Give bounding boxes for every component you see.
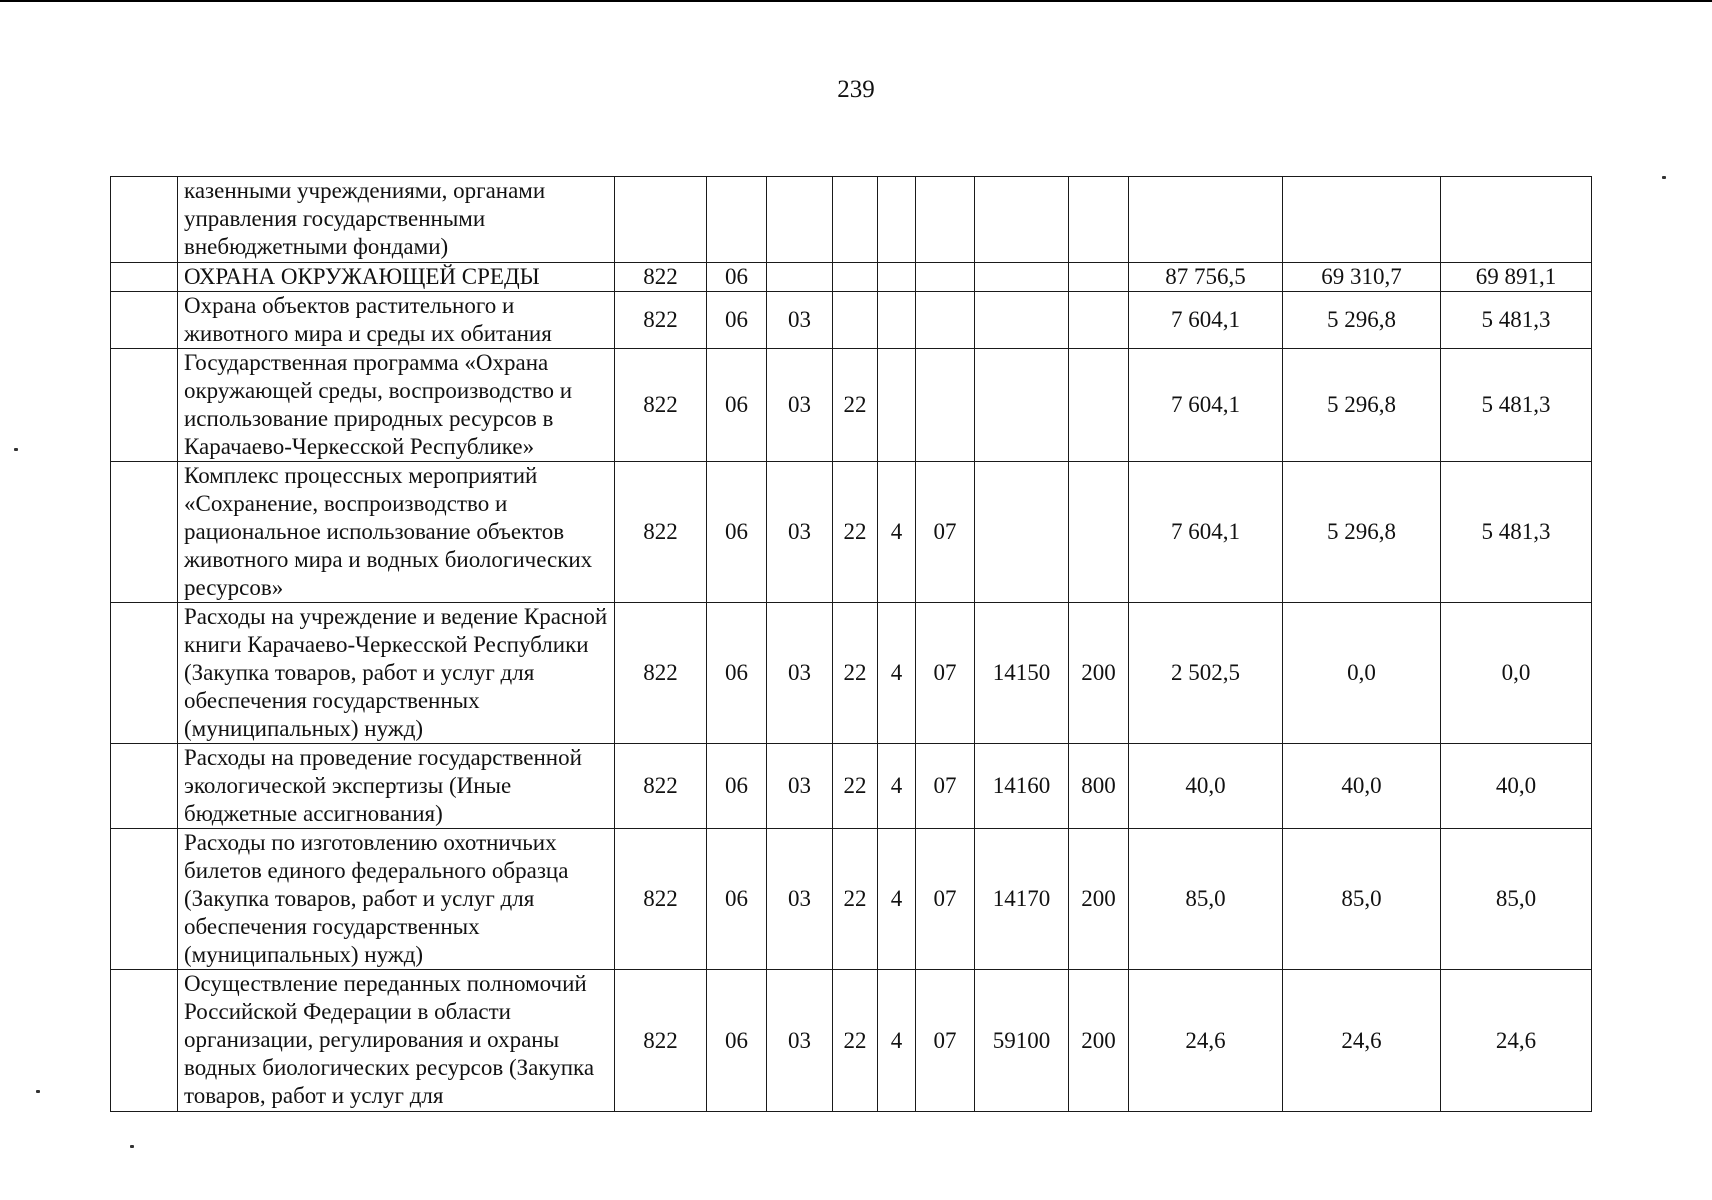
code-cell: 4 — [878, 970, 916, 1112]
row-description: Охрана объектов растительного и животного мира и среды их обитания — [178, 292, 615, 349]
code-cell: 822 — [615, 292, 707, 349]
amount-cell — [1441, 177, 1592, 263]
amount-cell: 24,6 — [1283, 970, 1441, 1112]
code-cell: 22 — [833, 462, 878, 603]
code-cell: 03 — [767, 603, 833, 744]
code-cell: 22 — [833, 603, 878, 744]
code-cell: 06 — [707, 829, 767, 970]
amount-cell: 69 310,7 — [1283, 263, 1441, 292]
code-cell: 14170 — [975, 829, 1069, 970]
code-cell: 07 — [916, 829, 975, 970]
row-number-cell — [111, 462, 178, 603]
code-cell — [833, 177, 878, 263]
code-cell: 822 — [615, 349, 707, 462]
code-cell: 03 — [767, 744, 833, 829]
code-cell: 822 — [615, 462, 707, 603]
code-cell — [767, 263, 833, 292]
row-description: ОХРАНА ОКРУЖАЮЩЕЙ СРЕДЫ — [178, 263, 615, 292]
table-row — [111, 177, 1592, 263]
amount-cell: 85,0 — [1441, 829, 1592, 970]
amount-cell: 40,0 — [1283, 744, 1441, 829]
scan-speck — [1662, 176, 1666, 179]
amount-cell: 40,0 — [1129, 744, 1283, 829]
code-cell: 22 — [833, 349, 878, 462]
page-number: 239 — [837, 76, 875, 103]
code-cell — [1069, 263, 1129, 292]
code-cell: 06 — [707, 603, 767, 744]
code-cell: 03 — [767, 829, 833, 970]
code-cell: 200 — [1069, 970, 1129, 1112]
code-cell: 06 — [707, 292, 767, 349]
code-cell: 4 — [878, 829, 916, 970]
row-number-cell — [111, 970, 178, 1112]
budget-table — [110, 176, 1592, 1112]
code-cell: 800 — [1069, 744, 1129, 829]
code-cell — [975, 263, 1069, 292]
table-row — [111, 349, 1592, 462]
code-cell: 822 — [615, 970, 707, 1112]
amount-cell: 5 481,3 — [1441, 462, 1592, 603]
code-cell: 22 — [833, 829, 878, 970]
row-number-cell — [111, 292, 178, 349]
amount-cell: 24,6 — [1441, 970, 1592, 1112]
amount-cell: 0,0 — [1441, 603, 1592, 744]
amount-cell: 7 604,1 — [1129, 462, 1283, 603]
code-cell: 22 — [833, 744, 878, 829]
scan-top-edge — [0, 0, 1712, 2]
code-cell — [767, 177, 833, 263]
code-cell — [1069, 349, 1129, 462]
row-number-cell — [111, 263, 178, 292]
amount-cell: 24,6 — [1129, 970, 1283, 1112]
code-cell — [916, 263, 975, 292]
amount-cell — [1283, 177, 1441, 263]
table-row — [111, 603, 1592, 744]
scan-speck — [36, 1090, 40, 1093]
code-cell: 822 — [615, 744, 707, 829]
code-cell — [833, 292, 878, 349]
row-number-cell — [111, 829, 178, 970]
amount-cell: 7 604,1 — [1129, 292, 1283, 349]
code-cell: 4 — [878, 744, 916, 829]
code-cell: 822 — [615, 263, 707, 292]
code-cell — [833, 263, 878, 292]
code-cell: 06 — [707, 744, 767, 829]
code-cell — [975, 292, 1069, 349]
code-cell — [975, 462, 1069, 603]
row-description: казенными учреждениями, органами управления государственными внебюджетными фондами) — [178, 177, 615, 263]
table-row — [111, 970, 1592, 1112]
row-description: Расходы на проведение государственной экологической экспертизы (Иные бюджетные ассигнования) — [178, 744, 615, 829]
code-cell — [707, 177, 767, 263]
code-cell: 59100 — [975, 970, 1069, 1112]
code-cell — [878, 292, 916, 349]
table-row — [111, 292, 1592, 349]
code-cell: 200 — [1069, 829, 1129, 970]
code-cell — [878, 263, 916, 292]
code-cell: 07 — [916, 970, 975, 1112]
code-cell — [878, 177, 916, 263]
code-cell: 07 — [916, 744, 975, 829]
amount-cell: 69 891,1 — [1441, 263, 1592, 292]
code-cell — [615, 177, 707, 263]
code-cell — [1069, 292, 1129, 349]
amount-cell: 5 296,8 — [1283, 292, 1441, 349]
amount-cell: 5 296,8 — [1283, 462, 1441, 603]
code-cell: 200 — [1069, 603, 1129, 744]
table-row — [111, 263, 1592, 292]
code-cell: 03 — [767, 349, 833, 462]
table-row — [111, 462, 1592, 603]
amount-cell: 85,0 — [1283, 829, 1441, 970]
code-cell: 4 — [878, 603, 916, 744]
row-number-cell — [111, 603, 178, 744]
code-cell — [916, 292, 975, 349]
amount-cell: 40,0 — [1441, 744, 1592, 829]
code-cell — [1069, 462, 1129, 603]
code-cell — [916, 349, 975, 462]
scan-speck — [130, 1145, 134, 1148]
amount-cell: 0,0 — [1283, 603, 1441, 744]
code-cell: 14150 — [975, 603, 1069, 744]
row-number-cell — [111, 177, 178, 263]
code-cell: 06 — [707, 970, 767, 1112]
row-number-cell — [111, 744, 178, 829]
code-cell: 07 — [916, 603, 975, 744]
code-cell: 22 — [833, 970, 878, 1112]
row-description: Комплекс процессных мероприятий «Сохранение, воспроизводство и рациональное использование объектов животного мира и водных биологических ресурсов» — [178, 462, 615, 603]
code-cell — [975, 349, 1069, 462]
code-cell — [975, 177, 1069, 263]
row-description: Осуществление переданных полномочий Российской Федерации в области организации, регулирования и охраны водных биологических ресурсов (Закупка товаров, работ и услуг для — [178, 970, 615, 1112]
row-description: Государственная программа «Охрана окружающей среды, воспроизводство и использование природных ресурсов в Карачаево-Черкесской Республике» — [178, 349, 615, 462]
code-cell: 4 — [878, 462, 916, 603]
code-cell: 07 — [916, 462, 975, 603]
scan-speck — [14, 448, 18, 451]
code-cell: 822 — [615, 603, 707, 744]
amount-cell: 5 296,8 — [1283, 349, 1441, 462]
row-description: Расходы на учреждение и ведение Красной книги Карачаево-Черкесской Республики (Закупка товаров, работ и услуг для обеспечения государственных (муниципальных) нужд) — [178, 603, 615, 744]
code-cell: 822 — [615, 829, 707, 970]
amount-cell — [1129, 177, 1283, 263]
code-cell — [1069, 177, 1129, 263]
amount-cell: 5 481,3 — [1441, 292, 1592, 349]
amount-cell: 85,0 — [1129, 829, 1283, 970]
code-cell: 03 — [767, 462, 833, 603]
code-cell — [878, 349, 916, 462]
code-cell: 06 — [707, 263, 767, 292]
code-cell: 03 — [767, 970, 833, 1112]
amount-cell: 2 502,5 — [1129, 603, 1283, 744]
row-number-cell — [111, 349, 178, 462]
code-cell: 14160 — [975, 744, 1069, 829]
code-cell — [916, 177, 975, 263]
row-description: Расходы по изготовлению охотничьих билетов единого федерального образца (Закупка товаров, работ и услуг для обеспечения государственных (муниципальных) нужд) — [178, 829, 615, 970]
code-cell: 06 — [707, 462, 767, 603]
table-row — [111, 744, 1592, 829]
amount-cell: 7 604,1 — [1129, 349, 1283, 462]
code-cell: 06 — [707, 349, 767, 462]
table-row — [111, 829, 1592, 970]
code-cell: 03 — [767, 292, 833, 349]
amount-cell: 5 481,3 — [1441, 349, 1592, 462]
amount-cell: 87 756,5 — [1129, 263, 1283, 292]
